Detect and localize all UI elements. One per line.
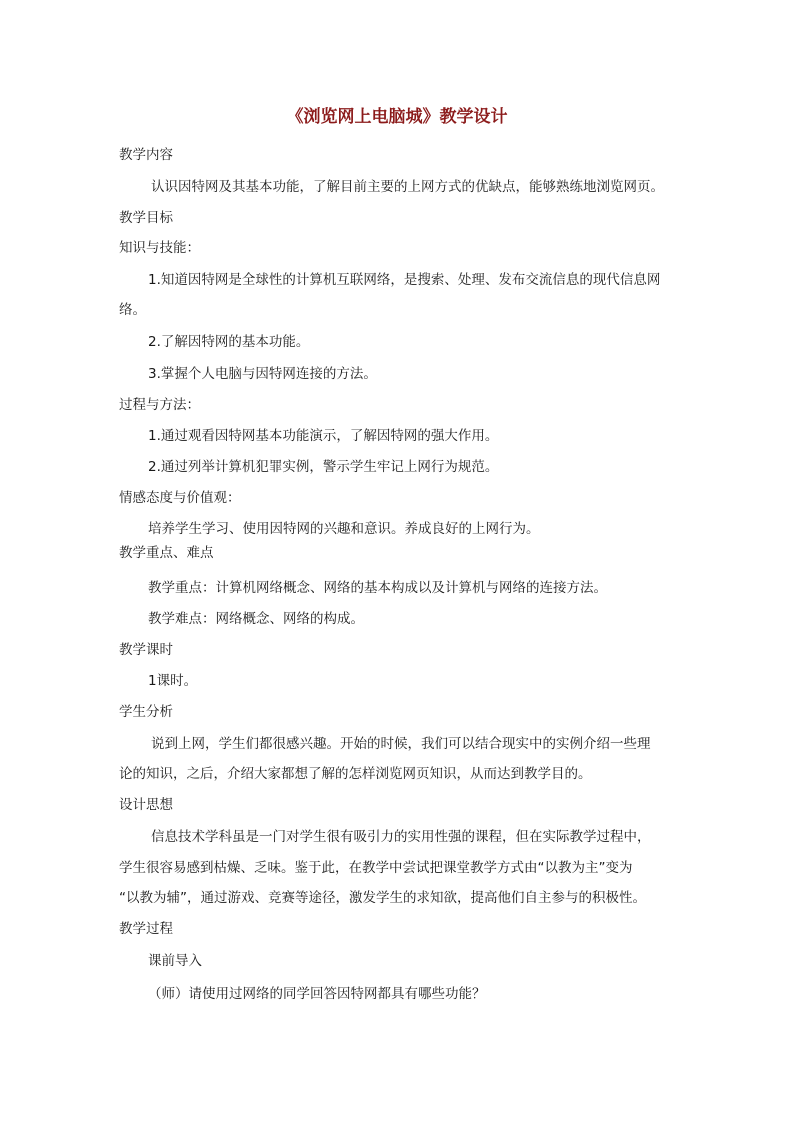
heading-key-difficult-points: 教学重点、难点 [119,545,214,561]
process-item-2: 2.通过列举计算机犯罪实例，警示学生牢记上网行为规范。 [148,459,499,475]
paragraph-teaching-content: 认识因特网及其基本功能，了解目前主要的上网方式的优缺点，能够熟练地浏览网页。 [151,179,664,195]
heading-knowledge-skills: 知识与技能： [119,240,200,256]
design-idea-line-3: “以教为辅”，通过游戏、竞赛等途径，激发学生的求知欲，提高他们自主参与的积极性。 [119,890,646,906]
heading-attitude-values: 情感态度与价值观： [119,490,241,506]
heading-teaching-hours: 教学课时 [119,642,173,658]
key-point-text: 教学重点：计算机网络概念、网络的基本构成以及计算机与网络的连接方法。 [148,580,607,596]
attitude-text: 培养学生学习、使用因特网的兴趣和意识。养成良好的上网行为。 [148,521,540,537]
student-analysis-line-1: 说到上网，学生们都很感兴趣。开始的时候，我们可以结合现实中的实例介绍一些理 [151,736,651,752]
document-title: 《浏览网上电脑城》教学设计 [286,107,508,127]
design-idea-line-2: 学生很容易感到枯燥、乏味。鉴于此，在教学中尝试把课堂教学方式由“以教为主”变为 [119,860,633,876]
heading-teaching-content: 教学内容 [119,147,173,163]
student-analysis-line-2: 论的知识，之后，介绍大家都想了解的怎样浏览网页知识，从而达到教学目的。 [119,766,592,782]
process-item-1: 1.通过观看因特网基本功能演示，了解因特网的强大作用。 [148,428,499,444]
teaching-hours-text: 1课时。 [148,673,198,689]
design-idea-line-1: 信息技术学科虽是一门对学生很有吸引力的实用性强的课程，但在实际教学过程中， [151,829,651,845]
knowledge-item-2: 2.了解因特网的基本功能。 [148,334,310,350]
heading-process-methods: 过程与方法： [119,397,200,413]
heading-student-analysis: 学生分析 [119,704,173,720]
heading-teaching-procedure: 教学过程 [119,921,173,937]
difficult-point-text: 教学难点：网络概念、网络的构成。 [148,611,364,627]
knowledge-item-3: 3.掌握个人电脑与因特网连接的方法。 [148,366,377,382]
knowledge-item-1: 1.知道因特网是全球性的计算机互联网络，是搜索、处理、发布交流信息的现代信息网 [148,272,661,288]
pre-class-intro-text: （师）请使用过网络的同学回答因特网都具有哪些功能？ [148,986,486,1002]
knowledge-item-1-continued: 络。 [119,302,146,318]
heading-pre-class-intro: 课前导入 [148,953,202,969]
heading-teaching-goals: 教学目标 [119,210,173,226]
heading-design-idea: 设计思想 [119,797,173,813]
